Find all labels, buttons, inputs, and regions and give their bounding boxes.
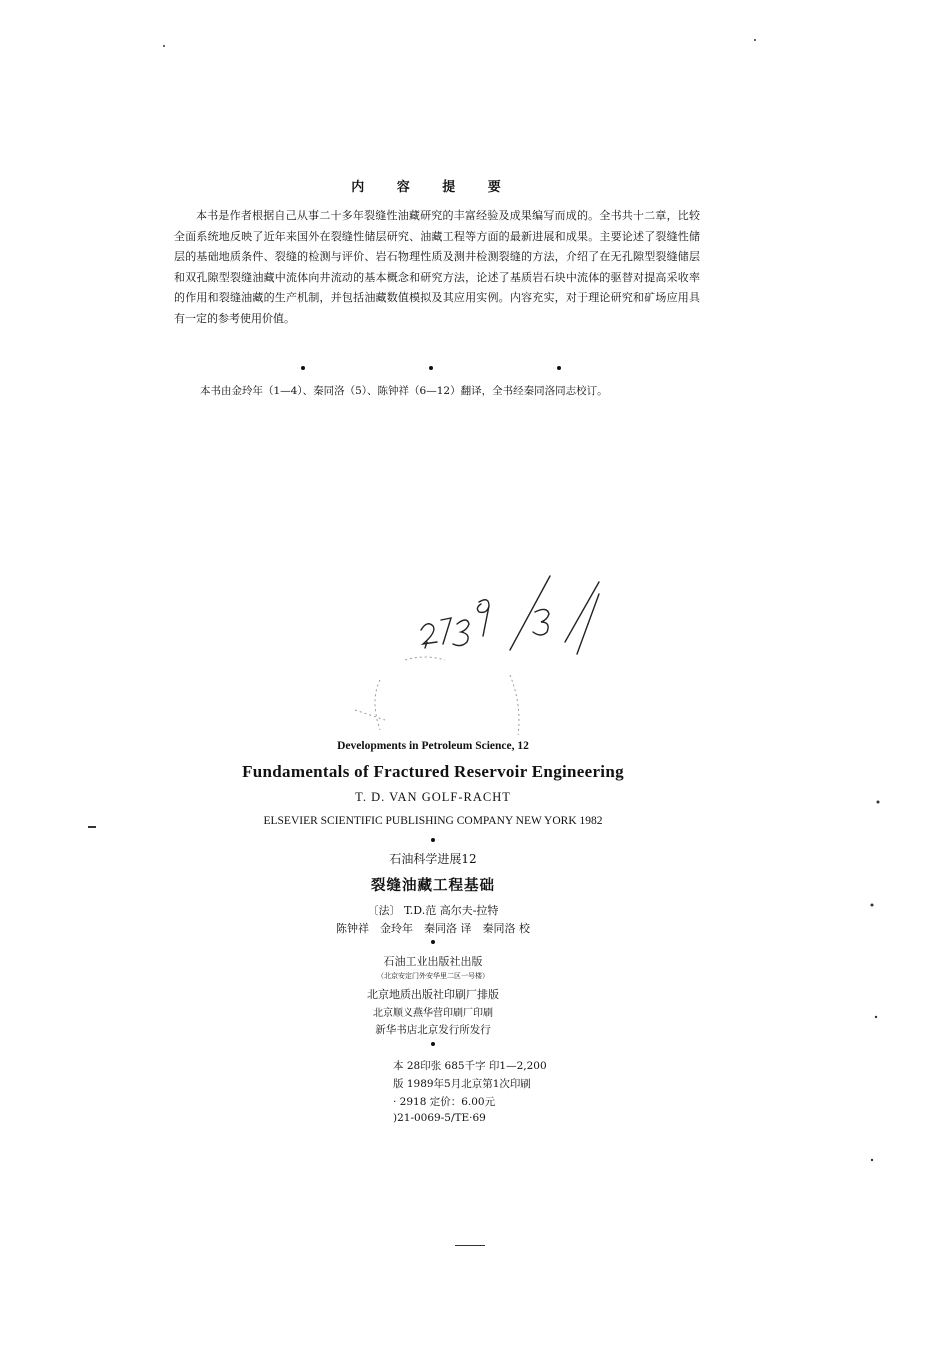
printing-credit: 北京顺义燕华营印刷厂印刷 bbox=[373, 1008, 493, 1019]
summary-heading: 内 容 提 要 bbox=[351, 180, 515, 195]
distribution-credit: 新华书店北京发行所发行 bbox=[375, 1024, 491, 1036]
translators-cn: 陈钟祥 金玲年 秦同洛 译 秦同洛 校 bbox=[336, 922, 530, 935]
colophon-line: · 2918 定价：6.00元 bbox=[393, 1096, 496, 1108]
translators-note: 本书由金玲年（1—4）、秦同洛（5）、陈钟祥（6—12）翻译，全书经秦同洛同志校订。 bbox=[200, 385, 608, 397]
colophon-line: 本 28印张 685千字 印1—2,200 bbox=[393, 1060, 547, 1072]
typesetting-credit: 北京地质出版社印刷厂排版 bbox=[367, 988, 499, 1001]
author-en: T. D. VAN GOLF-RACHT bbox=[355, 790, 511, 804]
series-title-en: Developments in Petroleum Science, 12 bbox=[337, 740, 529, 752]
colophon-line: 版 1989年5月北京第1次印刷 bbox=[393, 1078, 531, 1090]
book-title-en: Fundamentals of Fractured Reservoir Engineering bbox=[242, 762, 624, 781]
press-address: （北京安定门外安华里二区一号楼） bbox=[377, 972, 489, 980]
summary-paragraph: 本书是作者根据自己从事二十多年裂缝性油藏研究的丰富经验及成果编写而成的。全书共十二章，比较全面系统地反映了近年来国外在裂缝性储层研究、油藏工程等方面的最新进展和成果。主要论述了裂缝性储层的基础地质条件、裂缝的检测与评价、岩石物理性质及测井检测裂缝的方法，介绍了在无孔隙型裂缝储层和双孔隙型裂缝油藏中流体向井流动的基本概念和研究方法，论述了基质岩石块中流体的驱替对提高采收率的作用和裂缝油藏的生产机制，并包括油藏数值模拟及其应用实例。内容充实，对于理论研究和矿场应用具有一定的参考使用价值。 bbox=[174, 209, 700, 325]
press-name: 石油工业出版社出版 bbox=[383, 955, 483, 968]
colophon-line: )21-0069-5/TE·69 bbox=[393, 1112, 486, 1124]
author-cn: 〔法〕 T.D.范 高尔夫-拉特 bbox=[367, 904, 499, 917]
publisher-en: ELSEVIER SCIENTIFIC PUBLISHING COMPANY NEW YORK 1982 bbox=[263, 815, 603, 827]
series-title-cn: 石油科学进展12 bbox=[389, 852, 477, 866]
book-title-cn: 裂缝油藏工程基础 bbox=[371, 877, 495, 894]
